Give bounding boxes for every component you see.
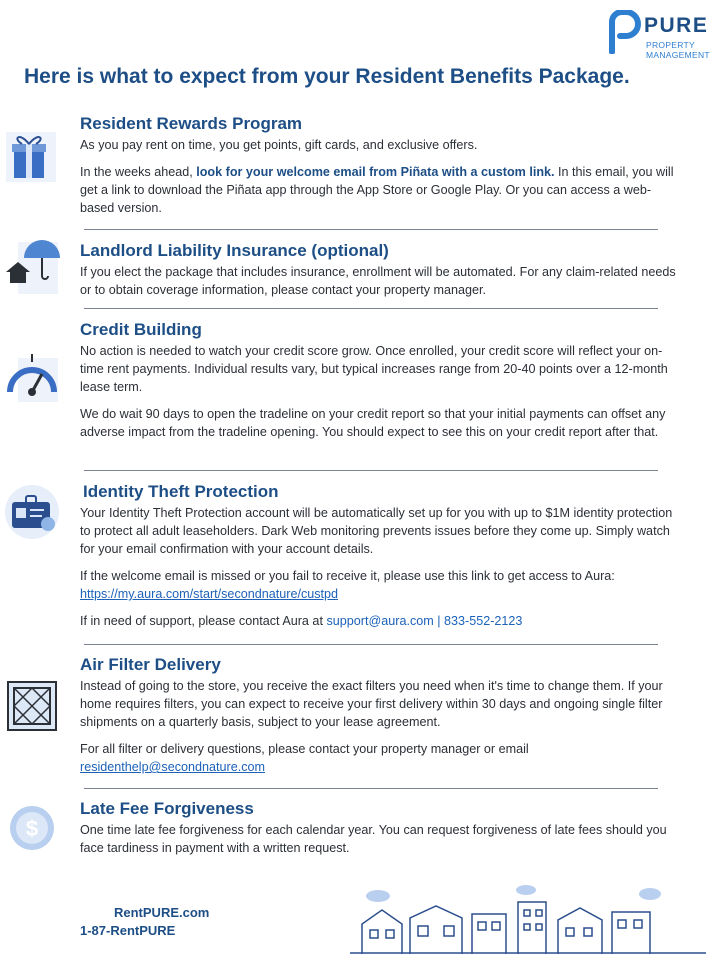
residenthelp-email-link[interactable]: residenthelp@secondnature.com <box>80 760 266 774</box>
aura-link[interactable]: https://my.aura.com/start/secondnature/custpd <box>80 587 339 601</box>
highlight-text: look for your welcome email from Piñata with a custom link. <box>196 165 555 179</box>
logo-subtitle-2: MANAGEMENT <box>646 50 710 60</box>
section-text: If the welcome email is missed or you fail to receive it, please use this link to get access to Aura: https://my.aura.com/start/secondnature/custpd <box>80 569 615 601</box>
section-text: As you pay rent on time, you get points, gift cards, and exclusive offers. <box>80 138 478 152</box>
aura-support-link[interactable]: support@aura.com | 833-552-2123 <box>326 614 523 628</box>
divider <box>84 308 658 309</box>
section-title: Credit Building <box>80 320 202 339</box>
divider <box>84 229 658 230</box>
logo-word: PURE <box>644 14 709 37</box>
section-rewards <box>80 114 680 217</box>
section-text: If you elect the package that includes insurance, enrollment will be automated. For any claim-related needs or to obtain coverage information, please contact your property manager. <box>80 265 676 297</box>
section-text: Instead of going to the store, you receive the exact filters you need when it's time to change them. If your home requires filters, you can expect to receive your first delivery within 30 days and ongoing single filter shipments on a quarterly basis, subject to your lease agreement. <box>80 679 663 729</box>
section-filter <box>80 655 680 776</box>
section-text: No action is needed to watch your credit score grow. Once enrolled, your credit score will reflect your on-time rent payments. Individual results vary, but typical increases range from 20-40 points over a 12-month lease term. <box>80 344 668 394</box>
section-title: Late Fee Forgiveness <box>80 799 254 818</box>
id-badge-icon <box>4 484 60 540</box>
section-identity <box>80 482 680 630</box>
divider <box>84 788 658 789</box>
section-title: Air Filter Delivery <box>80 655 221 674</box>
section-text: For all filter or delivery questions, please contact your property manager or email residenthelp@secondnature.com <box>80 742 529 774</box>
section-text: If in need of support, please contact Aura at support@aura.com | 833-552-2123 <box>80 614 523 628</box>
section-credit <box>80 320 680 441</box>
air-filter-icon <box>4 678 60 734</box>
section-insurance <box>80 241 680 299</box>
section-latefee <box>80 799 680 857</box>
section-title: Resident Rewards Program <box>80 114 303 133</box>
gift-icon <box>4 126 60 182</box>
pure-logo <box>606 8 710 60</box>
pure-logo-icon <box>606 10 642 54</box>
page-title: Here is what to expect from your Resident Benefits Package. <box>24 65 630 88</box>
umbrella-house-icon <box>4 238 60 294</box>
logo-subtitle-1: PROPERTY <box>646 40 696 50</box>
divider <box>84 470 658 471</box>
section-text: Your Identity Theft Protection account will be automatically set up for you with up to $1M identity protection to protect all adult leaseholders. Dark Web monitoring prevents issues before they come up. Simply watch for your email confirmation with your account details. <box>80 506 673 556</box>
svg-text:$: $ <box>25 816 39 841</box>
gauge-icon <box>4 348 60 404</box>
footer-website: RentPURE.com <box>114 905 210 920</box>
section-title: Landlord Liability Insurance (optional) <box>80 241 389 260</box>
section-text: In the weeks ahead, look for your welcome email from Piñata with a custom link. In this email, you will get a link to download the Piñata app through the App Store or Google Play. Or you can access a web-based version. <box>80 165 674 215</box>
section-text: One time late fee forgiveness for each calendar year. You can request forgiveness of late fees should you face tardiness in payment with a written request. <box>80 823 667 855</box>
section-title: Identity Theft Protection <box>83 482 279 501</box>
section-text: We do wait 90 days to open the tradeline on your credit report so that your initial payments can offset any adverse impact from the tradeline opening. You should expect to see this on your credit report after that. <box>80 407 666 439</box>
cityscape-illustration <box>350 884 706 954</box>
dollar-coin-icon <box>4 800 60 856</box>
divider <box>84 644 658 645</box>
footer-phone: 1-87-RentPURE <box>80 923 176 938</box>
